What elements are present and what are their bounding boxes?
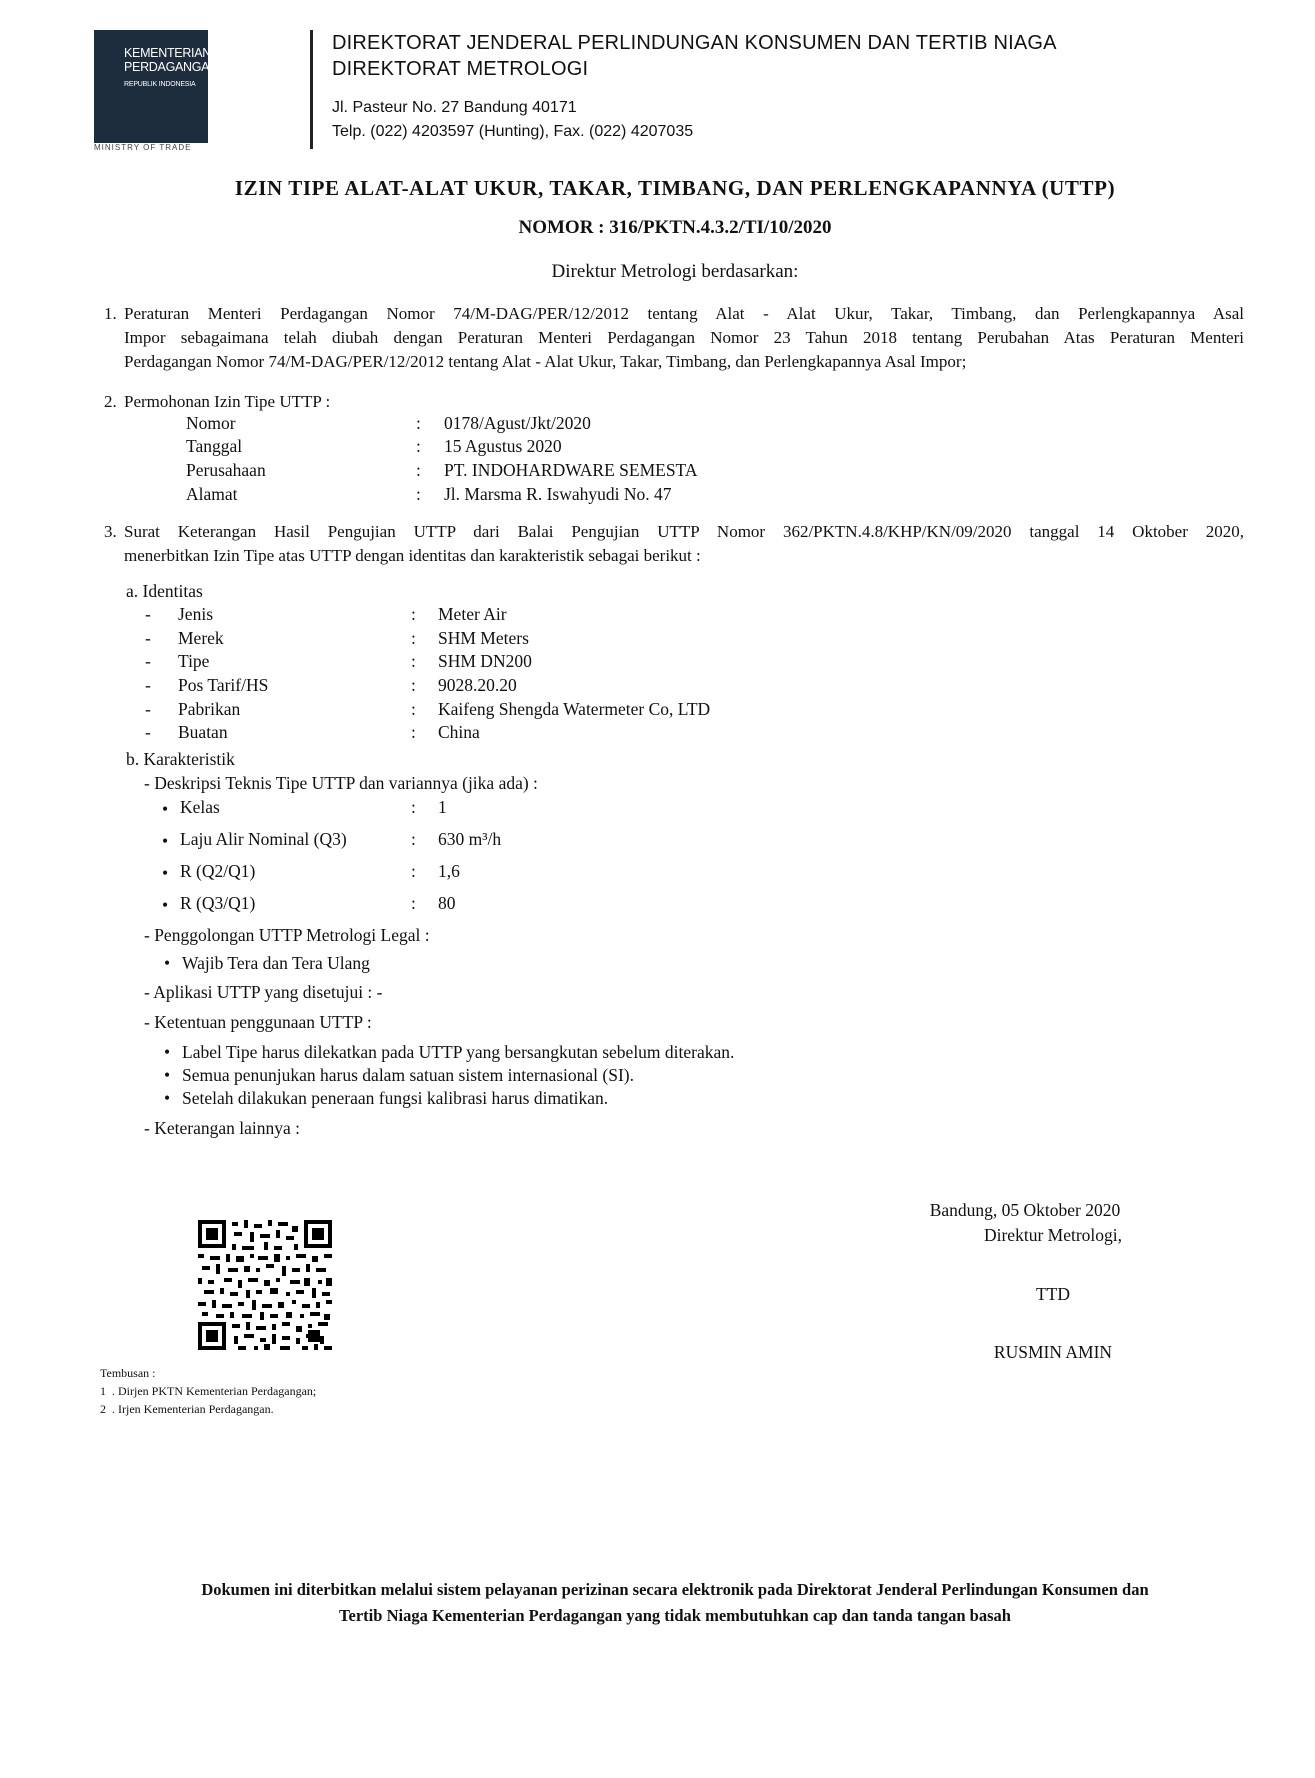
item1-line1: Peraturan Menteri Perdagangan Nomor 74/M-DAG/PER/12/2012 tentang Alat - Alat Ukur, Takar, Timbang, dan Perlengkapannya Asal — [124, 304, 1244, 323]
signatory-position: Direktur Metrologi, — [983, 1225, 1123, 1245]
bullet: • — [164, 953, 171, 973]
spec-value: 630 m³/h — [438, 829, 502, 849]
org-address: Jl. Pasteur No. 27 Bandung 40171 — [332, 99, 577, 116]
identitas-label: Merek — [178, 628, 224, 648]
identitas-value: Kaifeng Shengda Watermeter Co, LTD — [438, 699, 711, 719]
identitas-label: Pabrikan — [178, 699, 241, 719]
footer-line2: Tertib Niaga Kementerian Perdagangan yang tidak membutuhkan cap dan tanda tangan basah — [339, 1606, 1011, 1625]
lainnya-heading: - Keterangan lainnya : — [144, 1118, 300, 1138]
document-title: IZIN TIPE ALAT-ALAT UKUR, TAKAR, TIMBANG, DAN PERLENGKAPANNYA (UTTP) — [234, 176, 1116, 200]
ketentuan-item: Label Tipe harus dilekatkan pada UTTP yang bersangkutan sebelum diterakan. — [182, 1042, 735, 1062]
tembusan-heading: Tembusan : — [100, 1366, 156, 1380]
spec-label: Kelas — [180, 797, 220, 817]
spec-label: R (Q3/Q1) — [180, 893, 256, 913]
identitas-value: China — [438, 722, 480, 742]
identitas-label: Buatan — [178, 722, 228, 742]
ttd-mark: TTD — [1035, 1284, 1071, 1304]
logo-line1: KEMENTERIAN — [124, 46, 211, 60]
ketentuan-item: Setelah dilakukan peneraan fungsi kalibrasi harus dimatikan. — [182, 1088, 609, 1108]
item2-number: 2. — [104, 392, 117, 411]
item1-line2: Impor sebagaimana telah diubah dengan Peraturan Menteri Perdagangan Nomor 23 Tahun 2018 tentang Perubahan Atas Peraturan Menteri — [124, 328, 1244, 347]
colon: : — [416, 484, 421, 504]
colon: : — [411, 628, 416, 648]
colon: : — [411, 722, 416, 742]
qr-code-icon — [198, 1220, 332, 1350]
item1-line3: Perdagangan Nomor 74/M-DAG/PER/12/2012 tentang Alat - Alat Ukur, Takar, Timbang, dan Perlengkapannya Asal Impor; — [124, 352, 967, 371]
header-divider — [310, 30, 313, 149]
identitas-label: Tipe — [178, 651, 210, 671]
penggolongan-heading: - Penggolongan UTTP Metrologi Legal : — [144, 925, 430, 945]
item3-line2: menerbitkan Izin Tipe atas UTTP dengan identitas dan karakteristik sebagai berikut : — [124, 546, 701, 565]
spec-value: 1 — [438, 797, 447, 817]
item1-number: 1. — [104, 304, 117, 323]
spec-label: Laju Alir Nominal (Q3) — [180, 829, 347, 849]
ketentuan-heading: - Ketentuan penggunaan UTTP : — [144, 1012, 372, 1032]
colon: : — [416, 436, 421, 456]
colon: : — [411, 893, 416, 913]
permohonan-value: 15 Agustus 2020 — [444, 436, 562, 456]
colon: : — [416, 413, 421, 433]
colon: : — [411, 651, 416, 671]
identitas-value: Meter Air — [438, 604, 507, 624]
bullet: • — [164, 1042, 171, 1062]
bullet: • — [162, 863, 169, 883]
identitas-value: SHM DN200 — [438, 651, 532, 671]
permohonan-label: Perusahaan — [186, 460, 266, 480]
signatory-name: RUSMIN AMIN — [993, 1342, 1113, 1362]
permohonan-label: Nomor — [186, 413, 236, 433]
tembusan-item: 1 . Dirjen PKTN Kementerian Perdagangan; — [100, 1384, 317, 1398]
bullet: • — [164, 1065, 171, 1085]
colon: : — [411, 797, 416, 817]
colon: : — [411, 861, 416, 881]
logo-line2: PERDAGANGAN — [124, 60, 218, 74]
ministry-logo — [94, 30, 218, 143]
dash: - — [145, 651, 151, 671]
permohonan-label: Alamat — [186, 484, 238, 504]
spec-label: R (Q2/Q1) — [180, 861, 256, 881]
penggolongan-item: Wajib Tera dan Tera Ulang — [182, 953, 370, 973]
identitas-label: Jenis — [178, 604, 213, 624]
org-name: DIREKTORAT JENDERAL PERLINDUNGAN KONSUMEN DAN TERTIB NIAGA — [332, 32, 1057, 54]
org-subname: DIREKTORAT METROLOGI — [332, 58, 589, 80]
colon: : — [411, 604, 416, 624]
dash: - — [145, 722, 151, 742]
colon: : — [411, 675, 416, 695]
dash: - — [145, 628, 151, 648]
identitas-heading: a. Identitas — [126, 581, 203, 601]
colon: : — [411, 699, 416, 719]
karakteristik-heading: b. Karakteristik — [126, 749, 235, 769]
spec-value: 1,6 — [438, 861, 460, 881]
ketentuan-item: Semua penunjukan harus dalam satuan sistem internasional (SI). — [182, 1065, 634, 1085]
spec-value: 80 — [438, 893, 456, 913]
document-number: NOMOR : 316/PKTN.4.3.2/TI/10/2020 — [518, 217, 832, 238]
identitas-value: SHM Meters — [438, 628, 529, 648]
permohonan-value: Jl. Marsma R. Iswahyudi No. 47 — [444, 484, 672, 504]
logo-subtitle: MINISTRY OF TRADE — [94, 143, 192, 152]
footer-line1: Dokumen ini diterbitkan melalui sistem pelayanan perizinan secara elektronik pada Direktorat Jenderal Perlindungan Konsumen dan — [201, 1580, 1149, 1599]
tembusan-item: 2 . Irjen Kementerian Perdagangan. — [100, 1402, 274, 1416]
colon: : — [416, 460, 421, 480]
bullet: • — [164, 1088, 171, 1108]
intro-text: Direktur Metrologi berdasarkan: — [551, 261, 799, 282]
dash: - — [145, 699, 151, 719]
identitas-label: Pos Tarif/HS — [178, 675, 269, 695]
bullet: • — [162, 831, 169, 851]
logo-line3: REPUBLIK INDONESIA — [124, 81, 196, 88]
deskripsi-heading: - Deskripsi Teknis Tipe UTTP dan variannya (jika ada) : — [144, 773, 538, 793]
org-phone: Telp. (022) 4203597 (Hunting), Fax. (022) 4207035 — [332, 123, 694, 140]
dash: - — [145, 675, 151, 695]
bullet: • — [162, 895, 169, 915]
place-date: Bandung, 05 Oktober 2020 — [929, 1200, 1121, 1220]
identitas-value: 9028.20.20 — [438, 675, 517, 695]
item3-line1: Surat Keterangan Hasil Pengujian UTTP dari Balai Pengujian UTTP Nomor 362/PKTN.4.8/KHP/KN/09/2020 tanggal 14 Oktober 2020, — [124, 522, 1244, 541]
colon: : — [411, 829, 416, 849]
aplikasi-heading: - Aplikasi UTTP yang disetujui : - — [144, 982, 383, 1002]
bullet: • — [162, 799, 169, 819]
item2-heading: Permohonan Izin Tipe UTTP : — [124, 392, 331, 411]
dash: - — [145, 604, 151, 624]
permohonan-label: Tanggal — [186, 436, 243, 456]
permohonan-value: 0178/Agust/Jkt/2020 — [444, 413, 591, 433]
item3-number: 3. — [104, 522, 117, 541]
permohonan-value: PT. INDOHARDWARE SEMESTA — [444, 460, 698, 480]
